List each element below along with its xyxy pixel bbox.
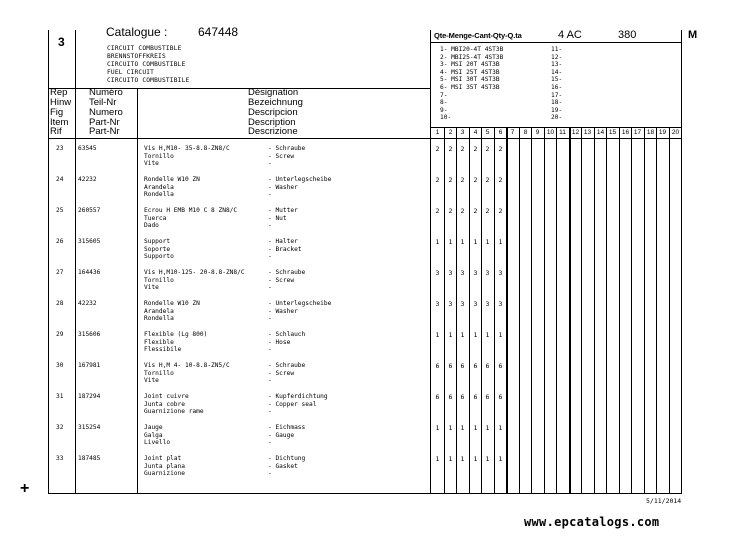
website-link[interactable]: www.epcatalogs.com [524, 515, 660, 529]
part-translation: - Schraube [268, 145, 306, 152]
grid-divider [656, 127, 657, 493]
quantity-value: 1 [460, 424, 465, 432]
item-number: 33 [56, 455, 64, 462]
quantity-value: 3 [435, 300, 440, 308]
quantity-value: 2 [498, 207, 503, 215]
title-line-it: CIRCUITO COMBUSTIBILE [107, 77, 190, 84]
quantity-value: 2 [485, 145, 490, 153]
quantity-value: 3 [498, 269, 503, 277]
variant-item: 13- [551, 61, 563, 69]
designation-label-it: Descrizione [248, 126, 298, 137]
part-description: Tuerca [144, 214, 167, 222]
part-number: 187294 [78, 393, 101, 400]
rep-label-en: Item [50, 117, 69, 128]
page-number: 3 [58, 35, 65, 49]
part-description: Guarnizione rame [144, 408, 204, 416]
title-line-en: FUEL CIRCUIT [107, 69, 155, 76]
part-number: 315606 [78, 331, 101, 338]
quantity-value: 1 [473, 331, 478, 339]
numero-label-it: Part-Nr [89, 126, 120, 137]
item-number: 31 [56, 393, 64, 400]
variant-item: 19- [551, 106, 563, 114]
print-date: 5/11/2014 [646, 497, 682, 505]
title-line-de: BRENNSTOFFKREIS [107, 53, 166, 60]
quantity-value: 2 [435, 176, 440, 184]
quantity-value: 6 [485, 362, 490, 370]
item-number: 24 [56, 176, 64, 183]
grid-divider [569, 127, 571, 493]
quantity-column-number: 4 [473, 129, 478, 136]
part-description: Supporto [144, 253, 174, 261]
part-translation: - Washer [268, 183, 298, 191]
quantity-value: 1 [498, 455, 503, 463]
part-description: Flessibile [144, 346, 182, 354]
quantity-value: 6 [448, 362, 453, 370]
numero-label-en: Part-Nr [89, 117, 120, 128]
variant-item: 18- [551, 99, 563, 107]
part-translation: - [268, 439, 272, 447]
item-number: 29 [56, 331, 64, 338]
variant-item: 8- [440, 99, 448, 107]
quantity-value: 2 [498, 145, 503, 153]
part-translation: - [268, 160, 272, 168]
quantity-column-number: 20 [671, 129, 680, 136]
quantity-column-number: 15 [608, 129, 617, 136]
quantity-value: 1 [435, 331, 440, 339]
quantity-value: 1 [448, 238, 453, 246]
quantity-value: 2 [448, 207, 453, 215]
part-description: Flexible [144, 338, 174, 346]
quantity-column-number: 12 [571, 129, 580, 136]
part-translation: - [268, 191, 272, 199]
catalogue-number: 647448 [198, 25, 239, 39]
quantity-value: 3 [460, 300, 465, 308]
part-translation: - Dichtung [268, 455, 306, 462]
quantity-value: 2 [473, 145, 478, 153]
quantity-value: 1 [448, 455, 453, 463]
part-description: Guarnizione [144, 470, 185, 478]
quantity-value: 2 [448, 145, 453, 153]
plus-marker: + [20, 480, 30, 497]
catalogue-label: Catalogue : [106, 25, 168, 39]
model-number: 380 [618, 29, 637, 41]
part-number: 315254 [78, 424, 101, 431]
part-description: Junta cobre [144, 400, 185, 408]
part-description: Support [144, 238, 171, 245]
quantity-value: 3 [448, 300, 453, 308]
variant-item: 10- [440, 114, 452, 122]
part-number: 260557 [78, 207, 101, 214]
numero-label-fr: Numéro [89, 87, 123, 98]
quantity-value: 3 [473, 300, 478, 308]
part-translation: - Unterlegscheibe [268, 300, 332, 307]
quantity-value: 1 [460, 238, 465, 246]
quantity-value: 1 [498, 238, 503, 246]
quantity-value: 2 [460, 207, 465, 215]
part-translation: - Eichmass [268, 424, 306, 431]
part-description: Livello [144, 439, 171, 447]
part-translation: - Gasket [268, 462, 298, 470]
quantity-value: 1 [435, 455, 440, 463]
variant-item: 9- [440, 106, 448, 114]
quantity-value: 2 [435, 207, 440, 215]
part-number: 164436 [78, 269, 101, 276]
quantity-value: 3 [485, 300, 490, 308]
title-line-fr: CIRCUIT COMBUSTIBLE [107, 45, 182, 52]
quantity-column-number: 11 [559, 129, 566, 136]
item-number: 28 [56, 300, 64, 307]
quantity-value: 2 [448, 176, 453, 184]
quantity-column-number: 10 [546, 129, 555, 136]
quantity-value: 2 [473, 176, 478, 184]
part-translation: - [268, 346, 272, 354]
part-number: 42232 [78, 176, 97, 183]
quantity-value: 6 [435, 393, 440, 401]
grid-divider [519, 127, 520, 493]
part-description: Vite [144, 160, 159, 168]
quantity-column-number: 9 [535, 129, 540, 136]
part-translation: - Schraube [268, 269, 306, 276]
part-description: Vite [144, 284, 159, 292]
quantity-value: 3 [435, 269, 440, 277]
part-description: Rondella [144, 315, 174, 323]
quantity-column-number: 6 [498, 129, 503, 136]
part-description: Ecrou H EMB M10 C 8 ZN8/C [144, 207, 238, 214]
part-translation: - Copper seal [268, 400, 317, 408]
grid-divider [556, 127, 557, 493]
quantity-value: 1 [473, 238, 478, 246]
part-translation: - [268, 284, 272, 292]
quantity-value: 1 [485, 331, 490, 339]
quantity-value: 6 [460, 393, 465, 401]
quantity-value: 1 [498, 331, 503, 339]
part-translation: - Hose [268, 338, 291, 346]
variant-item: 2- MBI25-4T 4ST3B [440, 53, 504, 61]
part-description: Soporte [144, 245, 171, 253]
quantity-column-number: 17 [633, 129, 642, 136]
part-translation: - Schraube [268, 362, 306, 369]
part-description: Arandela [144, 307, 174, 315]
part-description: Tornillo [144, 369, 174, 377]
part-translation: - Nut [268, 214, 287, 222]
part-description: Rondelle W10 ZN [144, 300, 200, 307]
sheet-letter: M [688, 29, 698, 41]
grid-divider [619, 127, 620, 493]
part-translation: - [268, 315, 272, 323]
quantity-value: 6 [473, 393, 478, 401]
part-description: Dado [144, 222, 159, 230]
part-description: Rondella [144, 191, 174, 199]
part-description: Vis H,M10-125- 20-8.8-ZN8/C [144, 269, 245, 276]
model-label: 4 AC [558, 29, 582, 41]
quantity-value: 6 [448, 393, 453, 401]
part-description: Vite [144, 377, 159, 385]
part-translation: - Halter [268, 238, 298, 245]
variant-item: 16- [551, 84, 563, 91]
quantity-value: 3 [460, 269, 465, 277]
item-number: 26 [56, 238, 64, 245]
rep-label-it: Rif [50, 126, 62, 137]
quantity-value: 1 [485, 424, 490, 432]
part-translation: - Washer [268, 307, 298, 315]
part-description: Rondelle W10 ZN [144, 176, 200, 183]
variant-item: 4- MSI 25T 4ST3B [440, 68, 500, 76]
part-translation: - Bracket [268, 245, 302, 253]
part-translation: - [268, 408, 272, 416]
variant-item: 15- [551, 76, 563, 84]
part-number: 315605 [78, 238, 101, 245]
item-number: 32 [56, 424, 64, 431]
quantity-column-number: 7 [510, 129, 515, 136]
quantity-column-number: 19 [658, 129, 667, 136]
rep-label-es: Fig [50, 107, 64, 118]
part-translation: - [268, 222, 272, 230]
quantity-column-number: 14 [596, 129, 605, 136]
part-description: Joint cuivre [144, 393, 189, 400]
part-number: 187485 [78, 455, 101, 462]
part-number: 42232 [78, 300, 97, 307]
title-line-es: CIRCUITO COMBUSTIBLE [107, 61, 186, 68]
quantity-value: 2 [485, 176, 490, 184]
grid-divider [531, 127, 532, 493]
quantity-value: 2 [460, 145, 465, 153]
part-description: Junta plana [144, 462, 185, 470]
part-translation: - Kupferdichtung [268, 393, 328, 400]
quantity-value: 2 [485, 207, 490, 215]
quantity-column-number: 2 [448, 129, 453, 136]
quantity-value: 2 [460, 176, 465, 184]
grid-divider [644, 127, 645, 493]
part-description: Jauge [144, 424, 163, 431]
grid-divider [581, 127, 582, 493]
quantity-value: 1 [485, 455, 490, 463]
part-description: Flexible (Lg 800) [144, 331, 208, 338]
quantity-value: 6 [498, 362, 503, 370]
part-translation: - [268, 377, 272, 385]
quantity-value: 1 [460, 331, 465, 339]
item-number: 30 [56, 362, 64, 369]
grid-divider [594, 127, 595, 493]
rep-label-fr: Rep [50, 87, 68, 98]
quantity-value: 1 [435, 424, 440, 432]
quantity-value: 6 [435, 362, 440, 370]
part-translation: - [268, 470, 272, 478]
part-number: 63545 [78, 145, 97, 152]
quantity-value: 6 [485, 393, 490, 401]
variant-item: 12- [551, 53, 563, 61]
quantity-column-number: 16 [621, 129, 630, 136]
part-translation: - Screw [268, 369, 295, 377]
quantity-value: 3 [498, 300, 503, 308]
part-description: Arandela [144, 183, 174, 191]
part-translation: - Mutter [268, 207, 298, 214]
quantity-value: 3 [448, 269, 453, 277]
variant-item: 6- MSI 35T 4ST3B [440, 84, 500, 91]
quantity-value: 6 [498, 393, 503, 401]
quantity-column-number: 1 [435, 129, 440, 136]
part-translation: - Screw [268, 152, 295, 160]
part-description: Vis H,M10- 35-8.8-ZN8/C [144, 145, 230, 152]
numero-label-es: Numero [89, 107, 123, 118]
quantity-value: 6 [460, 362, 465, 370]
rep-label-de: Hinw [50, 97, 72, 108]
numero-label-de: Teil-Nr [89, 97, 117, 108]
quantity-value: 2 [498, 176, 503, 184]
quantity-value: 2 [473, 207, 478, 215]
designation-label-fr: Désignation [248, 87, 299, 98]
variant-item: 3- MSI 20T 4ST3B [440, 61, 500, 69]
variant-item: 1- MBI20-4T 4ST3B [440, 46, 504, 53]
quantity-value: 3 [485, 269, 490, 277]
grid-divider [544, 127, 545, 493]
quantity-column-number: 3 [460, 129, 465, 136]
quantity-header: Qte-Menge-Cant-Qty-Q.ta [434, 31, 522, 40]
quantity-column-number: 8 [523, 129, 528, 136]
item-number: 23 [56, 145, 64, 152]
quantity-column-number: 5 [485, 129, 490, 136]
part-number: 167981 [78, 362, 101, 369]
designation-label-es: Descripcion [248, 107, 298, 118]
part-translation: - [268, 253, 272, 261]
part-translation: - Gauge [268, 431, 295, 439]
variant-item: 20- [551, 114, 563, 122]
part-description: Tornillo [144, 276, 174, 284]
variant-item: 5- MSI 30T 4ST3B [440, 76, 500, 84]
grid-divider [669, 127, 670, 493]
grid-divider [631, 127, 632, 493]
quantity-column-number: 18 [646, 129, 655, 136]
quantity-value: 1 [435, 238, 440, 246]
designation-label-de: Bezeichnung [248, 97, 303, 108]
variant-item: 11- [551, 46, 563, 53]
part-description: Joint plat [144, 455, 182, 462]
variant-item: 17- [551, 91, 563, 99]
quantity-value: 1 [485, 238, 490, 246]
item-number: 25 [56, 207, 64, 214]
quantity-value: 2 [435, 145, 440, 153]
item-number: 27 [56, 269, 64, 276]
variant-item: 14- [551, 68, 563, 76]
quantity-value: 3 [473, 269, 478, 277]
part-description: Vis H,M 4- 10-8.8-ZN5/C [144, 362, 230, 369]
quantity-value: 1 [473, 424, 478, 432]
quantity-value: 1 [473, 455, 478, 463]
grid-divider [606, 127, 607, 493]
designation-label-en: Description [248, 117, 296, 128]
variant-item: 7- [440, 91, 448, 99]
quantity-value: 6 [473, 362, 478, 370]
part-translation: - Screw [268, 276, 295, 284]
quantity-value: 1 [448, 331, 453, 339]
quantity-value: 1 [498, 424, 503, 432]
quantity-value: 1 [460, 455, 465, 463]
part-description: Tornillo [144, 152, 174, 160]
quantity-column-number: 13 [583, 129, 592, 136]
part-description: Galga [144, 431, 163, 439]
part-translation: - Unterlegscheibe [268, 176, 332, 183]
quantity-value: 1 [448, 424, 453, 432]
part-translation: - Schlauch [268, 331, 306, 338]
